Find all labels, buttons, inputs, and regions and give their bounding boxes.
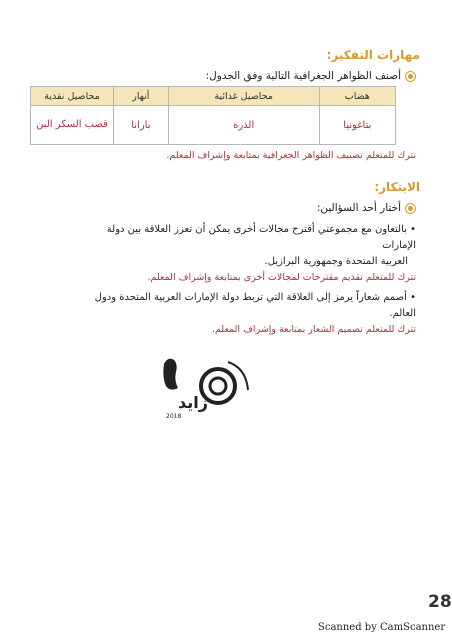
circle-bullet-icon — [405, 203, 416, 214]
table-header: محاصيل غذائية — [168, 87, 319, 106]
innovation-heading: الابتكار: — [374, 180, 420, 194]
table-row — [31, 106, 396, 145]
table-header: أنهار — [114, 87, 169, 106]
choose-instruction: أختار أحد السؤالين: — [316, 202, 401, 214]
classification-table — [30, 86, 396, 145]
circle-bullet-icon — [405, 71, 416, 82]
zayed-text: زايد — [178, 393, 208, 412]
classify-teacher-note: تترك للمتعلم تصنيف الظواهر الجغرافية بمتابعة وإشراف المعلم. — [166, 150, 416, 161]
table-cell: الذرة — [168, 106, 319, 145]
question-one — [76, 222, 416, 286]
classify-instruction: أصنف الظواهر الجغرافية التالية وفق الجدول: — [205, 70, 401, 82]
question-two-line: • أصمم شعاراً يرمز إلى العلاقة التي تربط دولة الإمارات العربية المتحدة ودول العالم. — [94, 292, 416, 319]
table-header: محاصيل نقدية — [31, 87, 114, 106]
table-header: هضاب — [319, 87, 395, 106]
question-one-note: تترك للمتعلم تقديم مقترحات لمجالات أخرى بمتابعة وإشراف المعلم. — [147, 272, 416, 283]
table-cell: بتاغونيا — [319, 106, 395, 145]
thinking-skills-heading: مهارات التفكير: — [326, 48, 420, 62]
table-cell: قصب السكر البن — [31, 106, 114, 145]
table-header-row — [31, 87, 396, 106]
table-cell: بارانا — [114, 106, 169, 145]
page-number: 28 — [428, 592, 452, 612]
question-one-line: • بالتعاون مع مجموعتي أقترح مجالات أخرى يمكن أن تعزز العلاقة بين دولة الإمارات — [106, 224, 416, 251]
scanner-watermark: Scanned by CamScanner — [318, 622, 446, 633]
zayed-logo-graphic — [158, 350, 254, 420]
question-two-note: تترك للمتعلم تصميم الشعار بمتابعة وإشراف المعلم. — [211, 324, 416, 335]
classify-instruction-row — [206, 70, 416, 82]
choose-instruction-row — [317, 202, 416, 214]
zayed-logo-stamp — [158, 350, 254, 420]
question-one-line: العربية المتحدة وجمهورية البرازيل. — [264, 256, 408, 267]
question-two — [76, 290, 416, 338]
stamp-year: 2018 — [166, 413, 182, 420]
